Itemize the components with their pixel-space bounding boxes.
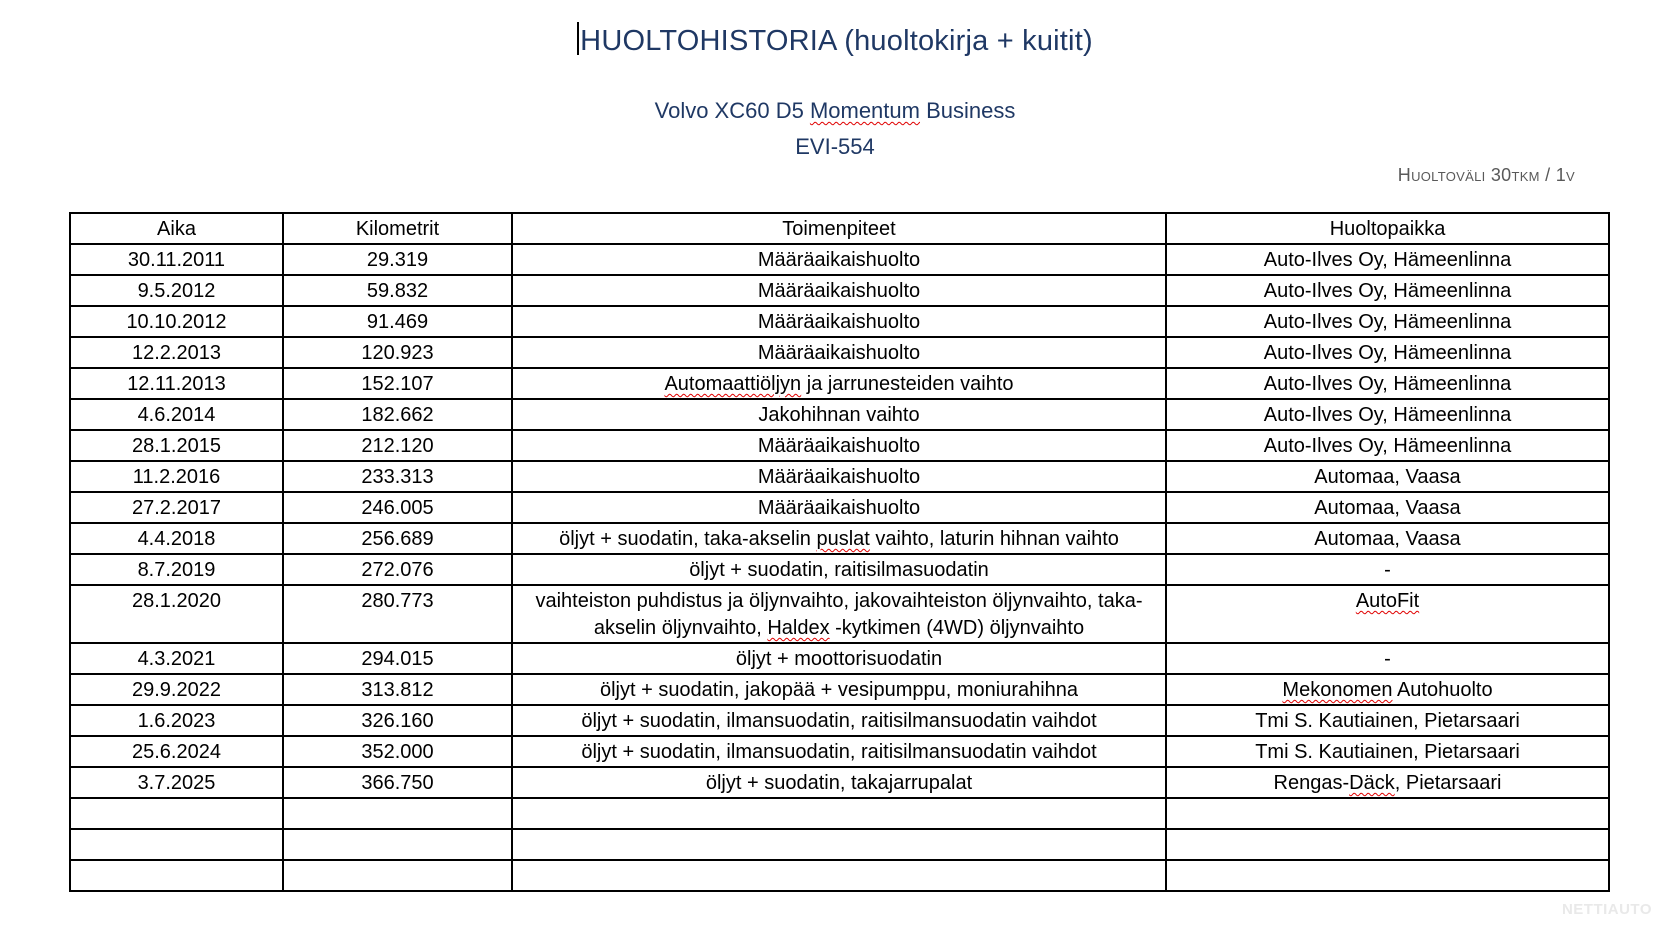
cell-km: 280.773	[283, 585, 512, 643]
cell-action: Määräaikaishuolto	[512, 306, 1166, 337]
cell-action: Määräaikaishuolto	[512, 430, 1166, 461]
cell-action: vaihteiston puhdistus ja öljynvaihto, jakovaihteiston öljynvaihto, taka-akselin öljynvaihto, Haldex -kytkimen (4WD) öljynvaihto	[512, 585, 1166, 643]
cell-action: öljyt + suodatin, ilmansuodatin, raitisilmansuodatin vaihdot	[512, 705, 1166, 736]
document-title-text: HUOLTOHISTORIA (huoltokirja + kuitit)	[580, 25, 1093, 57]
text-cursor	[577, 22, 579, 55]
cell-place: -	[1166, 554, 1609, 585]
cell-date: 1.6.2023	[70, 705, 283, 736]
cell-km: 352.000	[283, 736, 512, 767]
table-row	[70, 674, 1609, 705]
cell-place: AutoFit	[1166, 585, 1609, 643]
watermark-logo: NETTIAUTO	[1561, 901, 1652, 918]
table-row	[70, 736, 1609, 767]
cell-action: öljyt + moottorisuodatin	[512, 643, 1166, 674]
cell-km: 294.015	[283, 643, 512, 674]
service-interval: Huoltoväli 30tkm / 1v	[1397, 165, 1575, 185]
vehicle-model: Volvo XC60 D5 Momentum Business	[654, 98, 1016, 123]
cell-place: Automaa, Vaasa	[1166, 461, 1609, 492]
cell-place: Mekonomen Autohuolto	[1166, 674, 1609, 705]
cell-date: 9.5.2012	[70, 275, 283, 306]
table-row	[70, 705, 1609, 736]
cell-km: 120.923	[283, 337, 512, 368]
cell-place: Tmi S. Kautiainen, Pietarsaari	[1166, 736, 1609, 767]
cell-place: Auto-Ilves Oy, Hämeenlinna	[1166, 430, 1609, 461]
service-history-table	[69, 212, 1610, 892]
cell-action: Määräaikaishuolto	[512, 337, 1166, 368]
cell-km: 366.750	[283, 767, 512, 798]
cell-km: 246.005	[283, 492, 512, 523]
license-plate: EVI-554	[795, 134, 875, 159]
cell-date: 29.9.2022	[70, 674, 283, 705]
table-header-row	[70, 213, 1609, 244]
cell-place: Automaa, Vaasa	[1166, 492, 1609, 523]
cell-km: 91.469	[283, 306, 512, 337]
cell-action: Määräaikaishuolto	[512, 275, 1166, 306]
cell-action: öljyt + suodatin, jakopää + vesipumppu, moniurahihna	[512, 674, 1166, 705]
table-row	[70, 554, 1609, 585]
cell-date: 12.11.2013	[70, 368, 283, 399]
cell-km: 313.812	[283, 674, 512, 705]
table-row	[70, 275, 1609, 306]
cell-action: öljyt + suodatin, taka-akselin puslat vaihto, laturin hihnan vaihto	[512, 523, 1166, 554]
cell-date: 4.6.2014	[70, 399, 283, 430]
header-service-place: Huoltopaikka	[1166, 213, 1609, 244]
cell-km: 272.076	[283, 554, 512, 585]
cell-date: 10.10.2012	[70, 306, 283, 337]
empty-row	[70, 798, 1609, 829]
cell-km: 182.662	[283, 399, 512, 430]
cell-action: Jakohihnan vaihto	[512, 399, 1166, 430]
header-date: Aika	[70, 213, 283, 244]
header-actions: Toimenpiteet	[512, 213, 1166, 244]
cell-date: 8.7.2019	[70, 554, 283, 585]
cell-action: öljyt + suodatin, raitisilmasuodatin	[512, 554, 1166, 585]
cell-place: Auto-Ilves Oy, Hämeenlinna	[1166, 399, 1609, 430]
cell-date: 30.11.2011	[70, 244, 283, 275]
cell-action: öljyt + suodatin, ilmansuodatin, raitisilmansuodatin vaihdot	[512, 736, 1166, 767]
empty-row	[70, 829, 1609, 860]
table-row	[70, 523, 1609, 554]
cell-place: Auto-Ilves Oy, Hämeenlinna	[1166, 337, 1609, 368]
cell-km: 212.120	[283, 430, 512, 461]
cell-date: 11.2.2016	[70, 461, 283, 492]
cell-place: Auto-Ilves Oy, Hämeenlinna	[1166, 244, 1609, 275]
table-row	[70, 337, 1609, 368]
table-row	[70, 643, 1609, 674]
table-row	[70, 430, 1609, 461]
cell-place: Auto-Ilves Oy, Hämeenlinna	[1166, 306, 1609, 337]
empty-row	[70, 860, 1609, 891]
table-row	[70, 585, 1609, 643]
table-row	[70, 368, 1609, 399]
cell-km: 256.689	[283, 523, 512, 554]
cell-action: öljyt + suodatin, takajarrupalat	[512, 767, 1166, 798]
cell-date: 28.1.2020	[70, 585, 283, 643]
cell-action: Määräaikaishuolto	[512, 461, 1166, 492]
cell-action: Automaattiöljyn ja jarrunesteiden vaihto	[512, 368, 1166, 399]
cell-action: Määräaikaishuolto	[512, 244, 1166, 275]
table-row	[70, 399, 1609, 430]
cell-action: Määräaikaishuolto	[512, 492, 1166, 523]
table-row	[70, 492, 1609, 523]
cell-place: Automaa, Vaasa	[1166, 523, 1609, 554]
cell-km: 59.832	[283, 275, 512, 306]
cell-date: 3.7.2025	[70, 767, 283, 798]
header-kilometers: Kilometrit	[283, 213, 512, 244]
table-row	[70, 461, 1609, 492]
table-row	[70, 767, 1609, 798]
cell-km: 233.313	[283, 461, 512, 492]
cell-place: Auto-Ilves Oy, Hämeenlinna	[1166, 368, 1609, 399]
cell-date: 4.3.2021	[70, 643, 283, 674]
cell-place: Auto-Ilves Oy, Hämeenlinna	[1166, 275, 1609, 306]
document-title	[0, 22, 1670, 58]
table-row	[70, 244, 1609, 275]
cell-place: Tmi S. Kautiainen, Pietarsaari	[1166, 705, 1609, 736]
table-row	[70, 306, 1609, 337]
cell-km: 29.319	[283, 244, 512, 275]
cell-date: 28.1.2015	[70, 430, 283, 461]
cell-place: -	[1166, 643, 1609, 674]
cell-date: 4.4.2018	[70, 523, 283, 554]
cell-date: 27.2.2017	[70, 492, 283, 523]
cell-km: 152.107	[283, 368, 512, 399]
cell-place: Rengas-Däck, Pietarsaari	[1166, 767, 1609, 798]
cell-km: 326.160	[283, 705, 512, 736]
cell-date: 25.6.2024	[70, 736, 283, 767]
cell-date: 12.2.2013	[70, 337, 283, 368]
